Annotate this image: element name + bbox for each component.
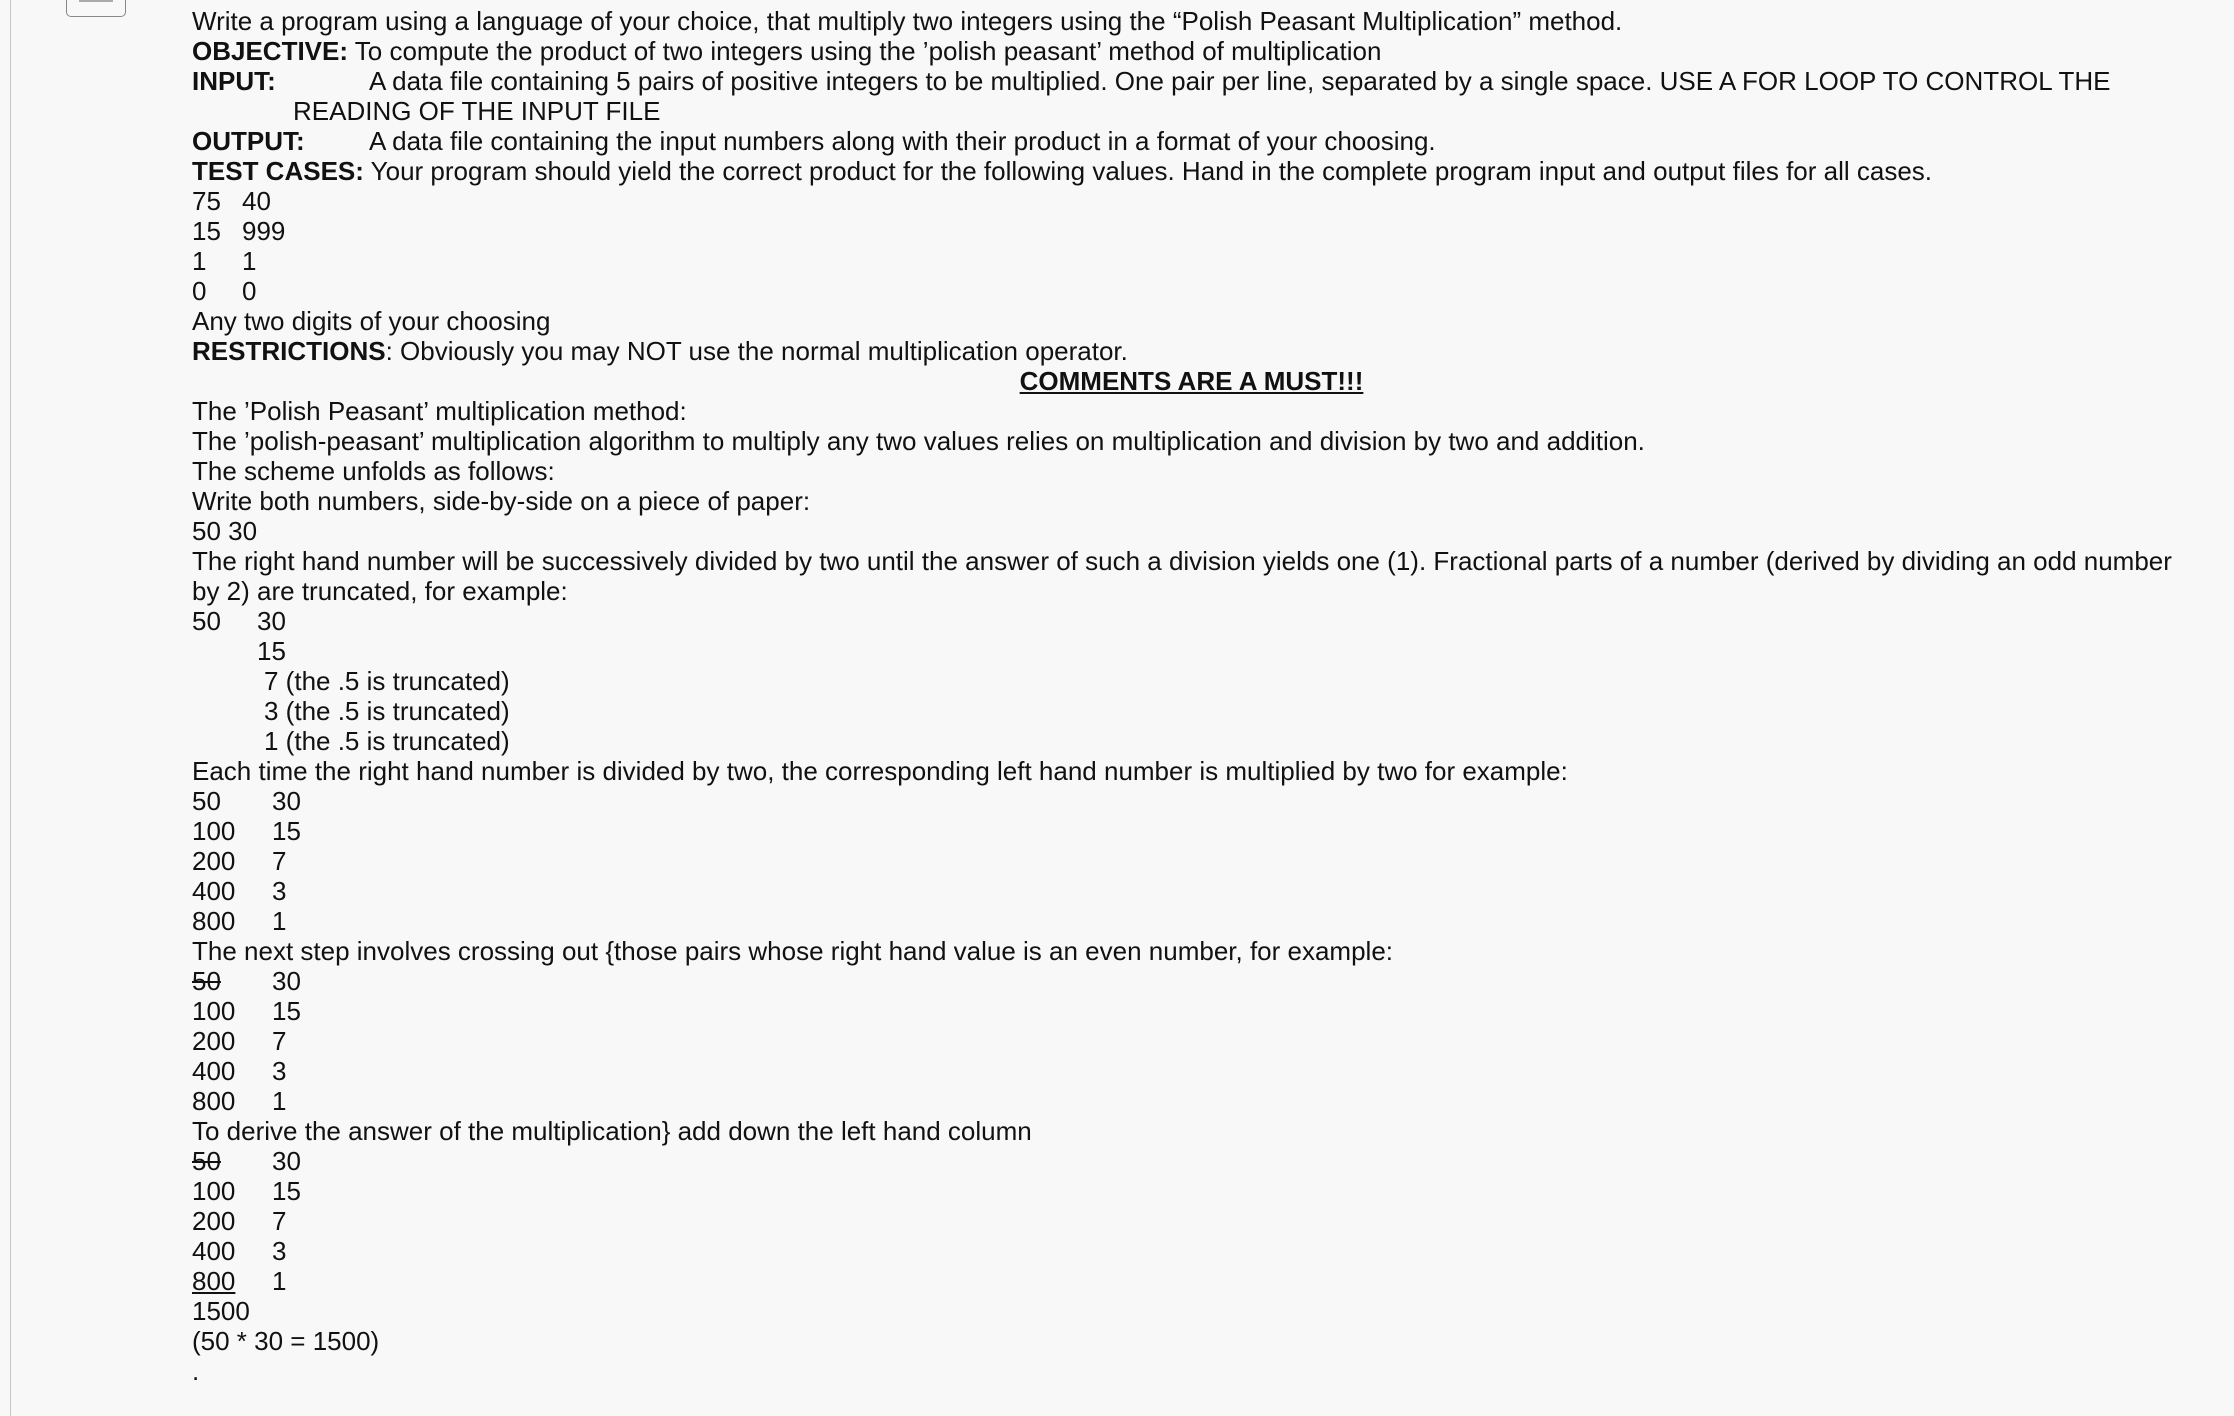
table1-row: [192, 906, 2212, 936]
left-cell: 400: [192, 1236, 236, 1266]
objective-line: [192, 36, 2212, 66]
output-line: [192, 126, 2212, 156]
ex1-right: 3 (the .5 is truncated): [264, 696, 510, 726]
table2-row: [192, 1026, 2212, 1056]
output-label: OUTPUT:: [192, 126, 305, 156]
trailing-dot: .: [192, 1356, 200, 1386]
table2-row: [192, 1086, 2212, 1116]
left-cell: 200: [192, 1206, 236, 1236]
right-cell: 3: [272, 876, 287, 906]
case-b: 40: [242, 186, 271, 216]
right-hand-line-1: The right hand number will be successively divided by two until the answer of such a division yields one (1). Fractional parts of a number (derived by dividing an odd number: [192, 546, 2172, 576]
input-text: A data file containing 5 pairs of positive integers to be multiplied. One pair per line, separated by a single space. USE A FOR LOOP TO CONTROL THE: [369, 66, 2111, 96]
right-cell: 15: [272, 816, 301, 846]
right-cell: 30: [272, 966, 301, 996]
objective-label: OBJECTIVE:: [192, 36, 349, 66]
write-both-line: Write both numbers, side-by-side on a piece of paper:: [192, 486, 811, 516]
example1-row: [192, 696, 2212, 726]
left-cell: 100: [192, 816, 236, 846]
right-cell: 1: [272, 1266, 287, 1296]
page-border: [10, 0, 11, 1416]
intro-line: Write a program using a language of your choice, that multiply two integers using the “Polish Peasant Multiplication” method.: [192, 6, 1623, 36]
method-desc: The ’polish-peasant’ multiplication algorithm to multiply any two values relies on multiplication and division by two and addition.: [192, 426, 1645, 456]
output-text: A data file containing the input numbers along with their product in a format of your choosing.: [369, 126, 1436, 156]
left-cell: 100: [192, 1176, 236, 1206]
left-cell-struck: 50: [192, 966, 221, 996]
test-cases-text: Your program should yield the correct product for the following values. Hand in the complete program input and output files for all cases.: [363, 156, 1933, 186]
left-cell: 800: [192, 1086, 236, 1116]
example1-row: [192, 666, 2212, 696]
restrictions-line: [192, 336, 2212, 366]
objective-text: To compute the product of two integers using the ’polish peasant’ method of multiplication: [348, 36, 1382, 66]
input-label: INPUT:: [192, 66, 276, 96]
comments-must: COMMENTS ARE A MUST!!!: [1019, 366, 1364, 396]
left-cell-underlined: 800: [192, 1266, 236, 1296]
table2-row: [192, 996, 2212, 1026]
left-cell: 50: [192, 786, 221, 816]
right-cell: 3: [272, 1056, 287, 1086]
ex1-right: 15: [257, 636, 286, 666]
each-time-line: Each time the right hand number is divided by two, the corresponding left hand number is multiplied by two for example:: [192, 756, 1568, 786]
pair-line: 50 30: [192, 516, 258, 546]
left-cell: 400: [192, 1056, 236, 1086]
left-cell: 200: [192, 846, 236, 876]
right-cell: 1: [272, 1086, 287, 1116]
case-a: 15: [192, 216, 221, 246]
case-b: 999: [242, 216, 286, 246]
case-b: 0: [242, 276, 257, 306]
right-cell: 15: [272, 996, 301, 1026]
table3-row: [192, 1206, 2212, 1236]
ex1-right: 7 (the .5 is truncated): [264, 666, 510, 696]
table1-row: [192, 876, 2212, 906]
case-row: [192, 246, 2212, 276]
restrictions-label: RESTRICTIONS: [192, 336, 386, 366]
table3-row: [192, 1236, 2212, 1266]
method-title: The ’Polish Peasant’ multiplication method:: [192, 396, 687, 426]
case-a: 75: [192, 186, 221, 216]
ex1-left: 50: [192, 606, 221, 636]
input-line: [192, 66, 2212, 96]
table1-row: [192, 786, 2212, 816]
right-cell: 7: [272, 1206, 287, 1236]
table1-row: [192, 816, 2212, 846]
derive-line: To derive the answer of the multiplication} add down the left hand column: [192, 1116, 1032, 1146]
input-cont-line: [192, 96, 2212, 126]
right-cell: 7: [272, 846, 287, 876]
next-step-line: The next step involves crossing out {those pairs whose right hand value is an even number, for example:: [192, 936, 1394, 966]
sum-line: 1500: [192, 1296, 250, 1326]
example1-row: [192, 726, 2212, 756]
case-a: 0: [192, 276, 207, 306]
scheme-line: The scheme unfolds as follows:: [192, 456, 555, 486]
check-line: (50 * 30 = 1500): [192, 1326, 380, 1356]
case-row: [192, 216, 2212, 246]
case-a: 1: [192, 246, 207, 276]
left-cell: 100: [192, 996, 236, 1026]
right-cell: 3: [272, 1236, 287, 1266]
menu-icon[interactable]: [66, 0, 126, 17]
case-b: 1: [242, 246, 257, 276]
test-cases-label: TEST CASES:: [192, 156, 364, 186]
table2-row: [192, 1056, 2212, 1086]
left-cell: 400: [192, 876, 236, 906]
test-cases-line: [192, 156, 2212, 186]
table3-row: [192, 1176, 2212, 1206]
table3-row: [192, 1146, 2212, 1176]
right-cell: 15: [272, 1176, 301, 1206]
right-hand-line-2: by 2) are truncated, for example:: [192, 576, 568, 606]
ex1-right: 30: [257, 606, 286, 636]
table1-row: [192, 846, 2212, 876]
right-cell: 1: [272, 906, 287, 936]
input-cont-text: READING OF THE INPUT FILE: [293, 96, 661, 126]
right-cell: 7: [272, 1026, 287, 1056]
restrictions-text: : Obviously you may NOT use the normal multiplication operator.: [385, 336, 1128, 366]
ex1-right: 1 (the .5 is truncated): [264, 726, 510, 756]
any-two-line: Any two digits of your choosing: [192, 306, 551, 336]
case-row: [192, 276, 2212, 306]
right-cell: 30: [272, 786, 301, 816]
left-cell-struck: 50: [192, 1146, 221, 1176]
comments-line: [192, 366, 2212, 396]
left-cell: 800: [192, 906, 236, 936]
example1-row: [192, 606, 2212, 636]
table3-row: [192, 1266, 2212, 1296]
right-cell: 30: [272, 1146, 301, 1176]
left-cell: 200: [192, 1026, 236, 1056]
example1-row: [192, 636, 2212, 666]
table2-row: [192, 966, 2212, 996]
case-row: [192, 186, 2212, 216]
document-body: [192, 6, 2212, 1386]
